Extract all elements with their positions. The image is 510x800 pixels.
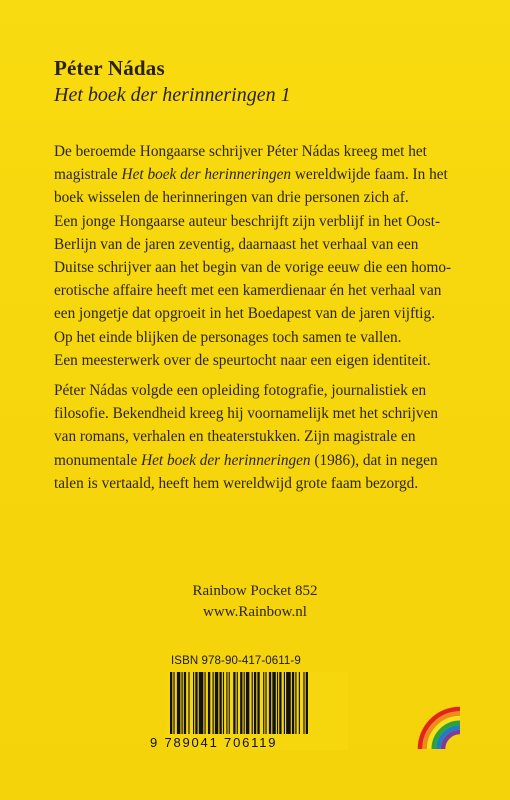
rainbow-logo-icon	[414, 703, 464, 753]
barcode-bar	[257, 672, 259, 734]
publisher-website: www.Rainbow.nl	[203, 604, 307, 620]
barcode-bar	[188, 672, 189, 734]
barcode-bar	[229, 672, 230, 734]
publisher-series: Rainbow Pocket 852	[192, 583, 318, 599]
barcode-bar	[213, 672, 214, 734]
barcode-bar	[299, 672, 300, 734]
book-title: Het boek der herinneringen 1	[54, 84, 291, 106]
text-segment: (1986), dat in negen	[310, 451, 438, 469]
barcode-bar	[286, 672, 291, 734]
barcode-bar	[193, 672, 194, 734]
text-line: een jongetje dat opgroeit in het Boedapest van de jaren vijftig.	[54, 305, 436, 323]
barcode-bar	[265, 672, 266, 734]
text-line: boek wisselen de herinneringen van drie personen zich af.	[54, 189, 409, 207]
text-segment: wereldwijde faam. In het	[291, 166, 448, 184]
text-segment: monumentale	[54, 451, 142, 469]
barcode-bar	[284, 672, 285, 734]
author-bio-paragraph	[54, 379, 494, 495]
barcode-bar	[272, 672, 275, 734]
text-line: Péter Nádas volgde een opleiding fotografie, journalistiek en	[54, 382, 427, 399]
text-line: van romans, verhalen en theaterstukken. Zijn magistrale en	[54, 428, 416, 446]
barcode-bar	[254, 672, 256, 734]
barcode-bar	[205, 672, 206, 734]
barcode-bar	[177, 672, 180, 734]
text-line: erotische affaire heeft met een kamerdienaar én het verhaal van	[54, 282, 442, 300]
barcode-bar	[263, 672, 264, 734]
barcode-bar	[269, 672, 271, 734]
barcode-bar	[233, 672, 235, 734]
barcode-bar	[306, 672, 308, 734]
barcode-bar	[226, 672, 227, 734]
barcode-bar	[292, 672, 294, 734]
barcode-bar	[184, 672, 186, 734]
text-line: Een meesterwerk over de speurtocht naar een eigen identiteit.	[54, 351, 431, 369]
text-line	[54, 449, 494, 472]
barcode-bar	[244, 672, 245, 734]
book-title-italic: Het boek der herinneringen	[141, 451, 311, 469]
text-line: talen is vertaald, heeft hem wereldwijd grote faam bezorgd.	[54, 474, 419, 492]
barcode-bar	[237, 672, 238, 734]
barcode-bars-icon	[166, 672, 348, 738]
barcode-bar	[195, 672, 197, 734]
barcode-bar	[173, 672, 174, 734]
barcode-bar	[240, 672, 242, 734]
barcode-bar	[252, 672, 253, 734]
barcode-bar	[223, 672, 224, 734]
text-line: Een jonge Hongaarse auteur beschrijft zijn verblijf in het Oost-	[54, 212, 441, 230]
text-line: filosofie. Bekendheid kreeg hij voornamelijk met het schrijven	[54, 405, 439, 423]
barcode-bar	[277, 672, 278, 734]
text-line: Op het einde blijken de personages toch samen te vallen.	[54, 328, 402, 346]
barcode-bar	[303, 672, 304, 734]
barcode-bar	[208, 672, 210, 734]
description-paragraph	[54, 140, 494, 372]
text-line: De beroemde Hongaarse schrijver Péter Nádas kreeg met het	[54, 143, 427, 160]
barcode-bar	[199, 672, 204, 734]
text-line: Duitse schrijver aan het begin van de vorige eeuw die een homo-	[54, 259, 452, 277]
barcode-bar	[182, 672, 183, 734]
barcode-digits: 9 789041 706119	[150, 735, 278, 750]
book-title-italic: Het boek der herinneringen	[121, 166, 292, 184]
barcode-bar	[295, 672, 296, 734]
text-segment: magistrale	[54, 166, 122, 184]
barcode-bar	[219, 672, 221, 734]
barcode-bar	[246, 672, 249, 734]
author-name: Péter Nádas	[54, 56, 165, 80]
barcode-bar	[215, 672, 218, 734]
barcode-bar	[170, 672, 172, 734]
text-line	[54, 163, 494, 186]
text-line: Berlijn van de jaren zeventig, daarnaast het verhaal van een	[54, 235, 419, 253]
barcode-bar	[279, 672, 281, 734]
isbn-label: ISBN 978-90-417-0611-9	[171, 655, 301, 667]
